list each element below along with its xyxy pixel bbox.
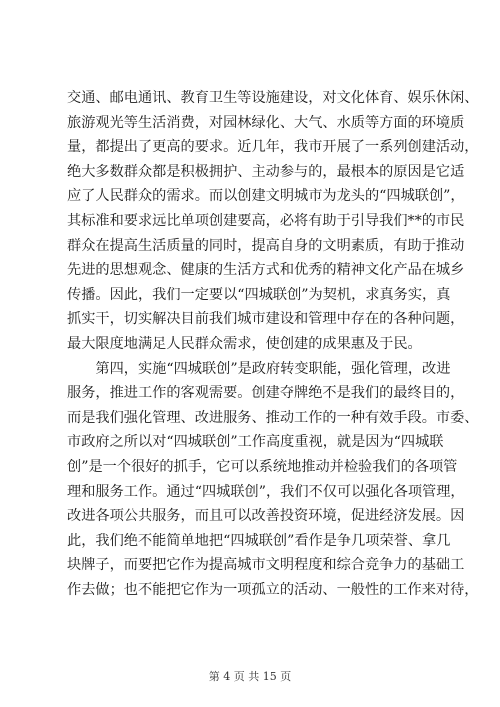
page-number: 第 4 页 共 15 页 — [208, 670, 292, 683]
text-line-6: 其标准和要求远比单项创建要高，必将有助于引导我们**的市民 — [67, 212, 465, 229]
text-line-7: 群众在提高生活质量的同时，提高自身的文明素质，有助于推动 — [67, 237, 465, 254]
text-line-10: 抓实干，切实解决目前我们城市建设和管理中存在的各种问题， — [67, 311, 465, 328]
text-line-20: 块牌子，而要把它作为提高城市文明程度和综合竞争力的基础工 — [67, 557, 465, 574]
text-line-14: 而是我们强化管理、改进服务、推动工作的一种有效手段。市委、 — [67, 409, 479, 426]
text-line-12: 第四，实施“四城联创”是政府转变职能，强化管理，改进 — [67, 360, 451, 377]
text-line-2: 旅游观光等生活消费，对园林绿化、大气、水质等方面的环境质 — [67, 114, 465, 131]
text-line-11: 最大限度地满足人民群众需求，使创建的成果惠及于民。 — [67, 335, 422, 352]
text-line-17: 理和服务工作。通过“四城联创”，我们不仅可以强化各项管理， — [67, 483, 465, 500]
text-line-19: 此，我们绝不能简单地把“四城联创”看作是争几项荣誉、拿几 — [67, 532, 451, 549]
text-line-4: 绝大多数群众都是积极拥护、主动参与的，最根本的原因是它适 — [67, 163, 465, 180]
text-line-5: 应了人民群众的需求。而以创建文明城市为龙头的“四城联创”， — [67, 188, 465, 205]
text-line-3: 量，都提出了更高的要求。近几年，我市开展了一系列创建活动， — [67, 139, 479, 156]
text-line-9: 传播。因此，我们一定要以“四城联创”为契机，求真务实，真 — [67, 286, 451, 303]
text-line-8: 先进的思想观念、健康的生活方式和优秀的精神文化产品在城乡 — [67, 262, 465, 279]
document-body — [67, 86, 479, 602]
text-line-21: 作去做；也不能把它作为一项孤立的活动、一般性的工作来对待， — [67, 581, 479, 598]
text-line-15: 市政府之所以对“四城联创”工作高度重视，就是因为“四城联 — [67, 434, 444, 451]
text-line-1: 交通、邮电通讯、教育卫生等设施建设，对文化体育、娱乐休闲、 — [67, 90, 479, 106]
text-line-16: 创”是一个很好的抓手，它可以系统地推动并检验我们的各项管 — [67, 458, 458, 475]
text-line-13: 服务，推进工作的客观需要。创建夺牌绝不是我们的最终目的， — [67, 385, 465, 402]
text-line-18: 改进各项公共服务，而且可以改善投资环境，促进经济发展。因 — [67, 508, 465, 525]
